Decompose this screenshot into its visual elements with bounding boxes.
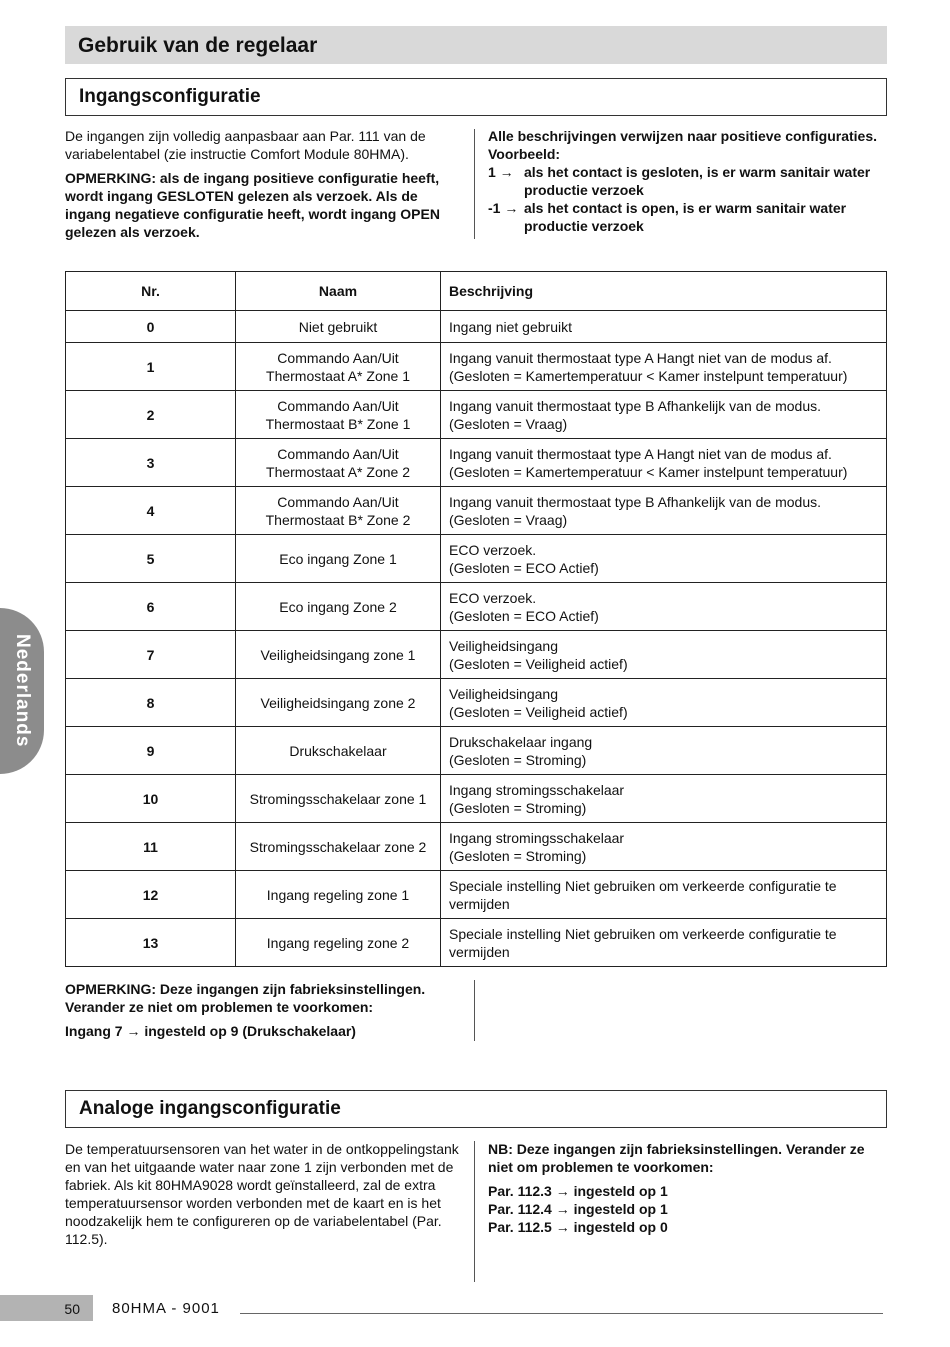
beschrijving-line: (Gesloten = Vraag) <box>449 415 568 432</box>
beschrijving-line: vermijden <box>449 895 510 912</box>
cell-beschrijving <box>441 391 887 439</box>
naam-line: Stromingsschakelaar zone 2 <box>249 838 427 855</box>
cell-nr: 1 <box>66 343 236 391</box>
beschrijving-line: Ingang vanuit thermostaat type B Afhankelijk van de modus. <box>449 493 822 510</box>
section1-left-column <box>65 127 460 247</box>
naam-line: Veiligheidsingang zone 2 <box>260 694 416 711</box>
factory-settings-note <box>65 980 460 1046</box>
beschrijving-line: Ingang vanuit thermostaat type B Afhankelijk van de modus. <box>449 397 822 414</box>
page-number: 50 <box>0 1295 93 1321</box>
section-title-analoge: Analoge ingangsconfiguratie <box>65 1090 887 1128</box>
cell-nr: 7 <box>66 631 236 679</box>
table-row <box>66 487 887 535</box>
cell-naam <box>236 391 441 439</box>
cell-naam <box>236 919 441 967</box>
cell-beschrijving <box>441 535 887 583</box>
cell-nr: 12 <box>66 871 236 919</box>
cell-nr: 5 <box>66 535 236 583</box>
section1-remark: OPMERKING: als de ingang positieve configuratie heeft, wordt ingang GESLOTEN gelezen als verzoek. Als de ingang negatieve configuratie heeft, wordt ingang OPEN gelezen als verzoek. <box>65 170 440 240</box>
cell-naam <box>236 487 441 535</box>
document-code: 80HMA - 9001 <box>112 1300 220 1317</box>
example-key: -1 → <box>488 200 519 216</box>
factory-note-setting: Ingang 7 → ingesteld op 9 (Drukschakelaar) <box>65 1023 356 1039</box>
cell-naam <box>236 535 441 583</box>
beschrijving-line: Ingang stromingsschakelaar <box>449 781 625 798</box>
cell-nr: 11 <box>66 823 236 871</box>
naam-line: Stromingsschakelaar zone 1 <box>249 790 427 807</box>
cell-beschrijving <box>441 439 887 487</box>
section2-right-column <box>488 1140 883 1236</box>
section-title-ingangsconfiguratie: Ingangsconfiguratie <box>65 78 887 116</box>
cell-nr: 8 <box>66 679 236 727</box>
beschrijving-line: (Gesloten = ECO Actief) <box>449 559 599 576</box>
cell-nr: 4 <box>66 487 236 535</box>
cell-nr: 6 <box>66 583 236 631</box>
cell-nr: 0 <box>66 311 236 343</box>
param-setting: Par. 112.5 → ingesteld op 0 <box>488 1219 668 1235</box>
table-row <box>66 631 887 679</box>
cell-nr: 10 <box>66 775 236 823</box>
cell-naam <box>236 775 441 823</box>
cell-naam <box>236 871 441 919</box>
footer-rule <box>240 1313 883 1314</box>
cell-beschrijving <box>441 487 887 535</box>
header-nr: Nr. <box>66 272 236 311</box>
beschrijving-line: Veiligheidsingang <box>449 685 558 702</box>
naam-line: Thermostaat B* Zone 1 <box>265 415 411 432</box>
beschrijving-line: Ingang vanuit thermostaat type A Hangt niet van de modus af. <box>449 445 832 462</box>
naam-line: Eco ingang Zone 1 <box>279 550 397 567</box>
factory-note-text: OPMERKING: Deze ingangen zijn fabrieksinstellingen. Verander ze niet om problemen te voorkomen: <box>65 981 426 1015</box>
naam-line: Ingang regeling zone 2 <box>266 934 410 951</box>
naam-line: Commando Aan/Uit <box>277 445 399 462</box>
section2-note: NB: Deze ingangen zijn fabrieksinstellingen. Verander ze niet om problemen te voorkomen: <box>488 1141 865 1175</box>
table-row <box>66 727 887 775</box>
cell-naam <box>236 727 441 775</box>
cell-naam <box>236 823 441 871</box>
positive-config-note: Alle beschrijvingen verwijzen naar positieve configuraties. <box>488 128 878 144</box>
naam-line: Commando Aan/Uit <box>277 397 399 414</box>
naam-line: Thermostaat A* Zone 2 <box>266 463 410 480</box>
cell-nr: 2 <box>66 391 236 439</box>
language-tab-label: Nederlands <box>12 634 33 748</box>
beschrijving-line: Speciale instelling Niet gebruiken om verkeerde configuratie te <box>449 925 837 942</box>
beschrijving-line: (Gesloten = ECO Actief) <box>449 607 599 624</box>
table-row <box>66 343 887 391</box>
section1-intro: De ingangen zijn volledig aanpasbaar aan Par. 111 van de variabelentabel (zie instructie Comfort Module 80HMA). <box>65 128 426 162</box>
table-row <box>66 391 887 439</box>
cell-nr: 9 <box>66 727 236 775</box>
column-divider <box>474 1141 475 1282</box>
naam-line: Ingang regeling zone 1 <box>266 886 410 903</box>
table-row <box>66 439 887 487</box>
page-title: Gebruik van de regelaar <box>65 26 887 64</box>
table-row <box>66 871 887 919</box>
table-header-row <box>66 272 887 311</box>
cell-beschrijving <box>441 775 887 823</box>
cell-nr: 13 <box>66 919 236 967</box>
naam-line: Drukschakelaar <box>289 742 387 759</box>
beschrijving-line: (Gesloten = Veiligheid actief) <box>449 703 628 720</box>
beschrijving-line: (Gesloten = Stroming) <box>449 751 587 768</box>
column-divider <box>474 980 475 1041</box>
beschrijving-line: (Gesloten = Kamertemperatuur < Kamer instelpunt temperatuur) <box>449 463 848 480</box>
beschrijving-line: (Gesloten = Kamertemperatuur < Kamer instelpunt temperatuur) <box>449 367 848 384</box>
table-row <box>66 919 887 967</box>
naam-line: Thermostaat A* Zone 1 <box>266 367 410 384</box>
beschrijving-line: (Gesloten = Veiligheid actief) <box>449 655 628 672</box>
header-beschrijving: Beschrijving <box>441 272 887 311</box>
cell-beschrijving <box>441 631 887 679</box>
naam-line: Thermostaat B* Zone 2 <box>265 511 411 528</box>
beschrijving-line: ECO verzoek. <box>449 541 537 558</box>
table-row <box>66 583 887 631</box>
cell-naam <box>236 311 441 343</box>
cell-beschrijving <box>441 823 887 871</box>
table-row <box>66 535 887 583</box>
cell-beschrijving <box>441 583 887 631</box>
beschrijving-line: Drukschakelaar ingang <box>449 733 593 750</box>
table-row <box>66 679 887 727</box>
cell-beschrijving <box>441 727 887 775</box>
beschrijving-line: Veiligheidsingang <box>449 637 558 654</box>
beschrijving-line: Speciale instelling Niet gebruiken om verkeerde configuratie te <box>449 877 837 894</box>
param-setting: Par. 112.3 → ingesteld op 1 <box>488 1183 668 1199</box>
cell-beschrijving <box>441 343 887 391</box>
beschrijving-line: Ingang vanuit thermostaat type A Hangt niet van de modus af. <box>449 349 832 366</box>
example-text: als het contact is gesloten, is er warm sanitair water productie verzoek <box>524 164 871 198</box>
table-row <box>66 775 887 823</box>
cell-beschrijving <box>441 871 887 919</box>
input-configuration-table <box>65 271 887 967</box>
cell-naam <box>236 439 441 487</box>
section1-right-column <box>488 127 883 235</box>
beschrijving-line: (Gesloten = Stroming) <box>449 799 587 816</box>
beschrijving-line: (Gesloten = Vraag) <box>449 511 568 528</box>
cell-beschrijving <box>441 919 887 967</box>
example-item <box>488 199 883 235</box>
beschrijving-line: vermijden <box>449 943 510 960</box>
table-body <box>66 311 887 967</box>
section2-left-text: De temperatuursensoren van het water in de ontkoppelingstank en van het uitgaande water naar zone 1 zijn verbonden met de fabriek. Als kit 80HMA9028 wordt geïnstalleerd, zal de extra temperatuursensor worden verbonden met de kaart en is het noodzakelijk hem te configureren op de variabelentabel (Par. 112.5). <box>65 1141 459 1247</box>
naam-line: Eco ingang Zone 2 <box>279 598 397 615</box>
naam-line: Commando Aan/Uit <box>277 349 399 366</box>
param-setting: Par. 112.4 → ingesteld op 1 <box>488 1201 668 1217</box>
cell-naam <box>236 631 441 679</box>
table-row <box>66 823 887 871</box>
example-key: 1 → <box>488 164 514 180</box>
beschrijving-line: ECO verzoek. <box>449 589 537 606</box>
beschrijving-line: Ingang niet gebruikt <box>449 318 572 335</box>
naam-line: Veiligheidsingang zone 1 <box>260 646 416 663</box>
cell-naam <box>236 583 441 631</box>
example-text: als het contact is open, is er warm sanitair water productie verzoek <box>524 200 847 234</box>
cell-naam <box>236 679 441 727</box>
header-naam: Naam <box>236 272 441 311</box>
cell-naam <box>236 343 441 391</box>
example-label: Voorbeeld: <box>488 146 561 162</box>
column-divider <box>474 129 475 239</box>
cell-beschrijving <box>441 679 887 727</box>
naam-line: Commando Aan/Uit <box>277 493 399 510</box>
cell-beschrijving <box>441 311 887 343</box>
naam-line: Niet gebruikt <box>298 318 378 335</box>
beschrijving-line: (Gesloten = Stroming) <box>449 847 587 864</box>
cell-nr: 3 <box>66 439 236 487</box>
beschrijving-line: Ingang stromingsschakelaar <box>449 829 625 846</box>
example-item <box>488 163 883 199</box>
table-row <box>66 311 887 343</box>
